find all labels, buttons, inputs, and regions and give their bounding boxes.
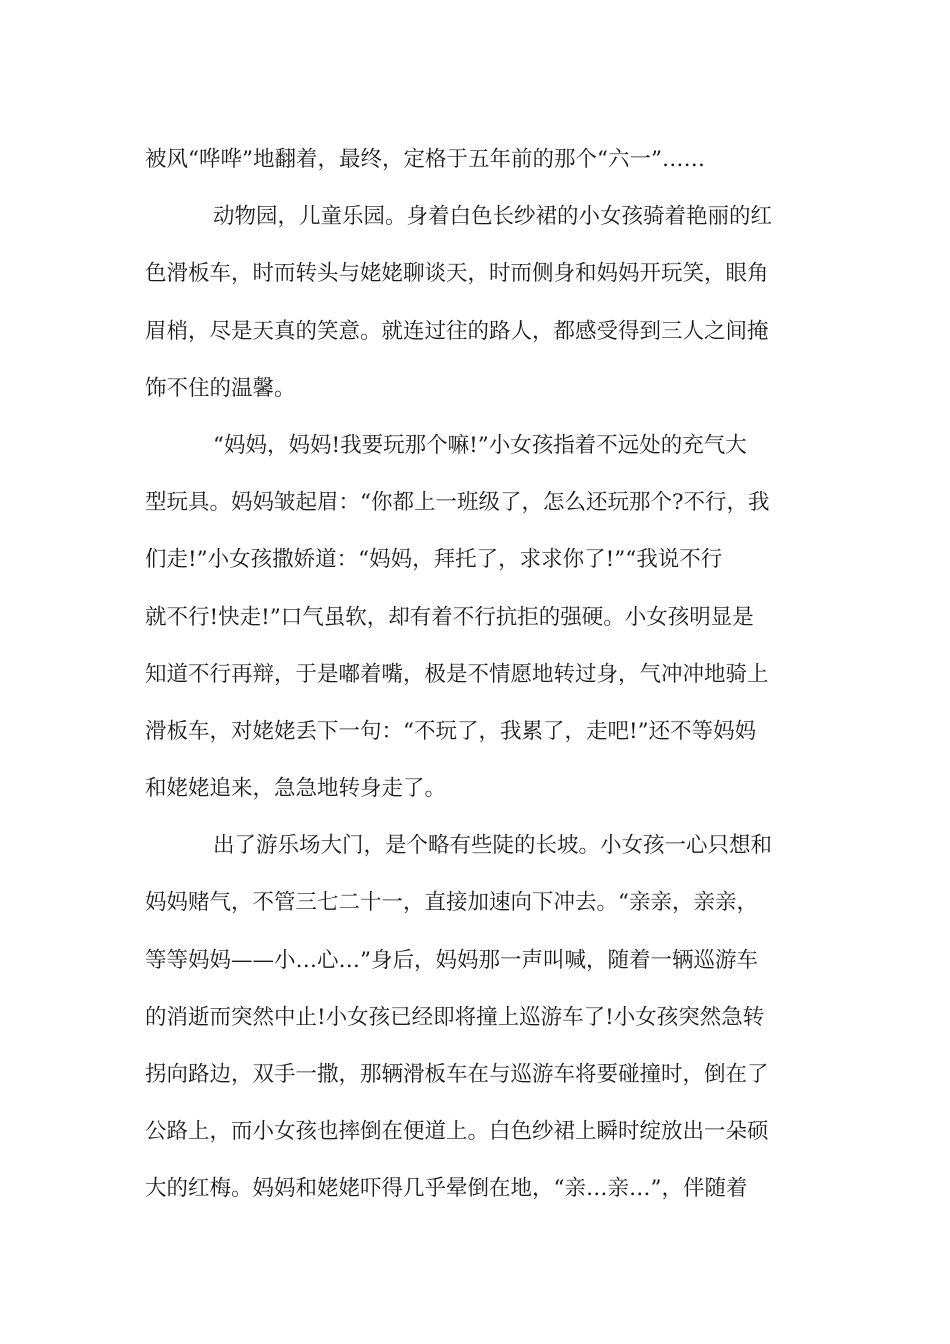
body-text [145,131,807,1218]
text-line: 滑板车，对姥姥丢下一句：“不玩了，我累了，走吧!”还不等妈妈 [145,718,757,744]
paragraph-first-line: “妈妈，妈妈!我要玩那个嘛!”小女孩指着不远处的充气大 [213,432,747,458]
text-line: 公路上，而小女孩也摔倒在便道上。白色纱裙上瞬时绽放出一朵硕 [145,1119,769,1145]
text-line: 就不行!快走!”口气虽软，却有着不行抗拒的强硬。小女孩明显是 [145,604,754,630]
text-line: 大的红梅。妈妈和姥姥吓得几乎晕倒在地，“亲…亲…”，伴随着 [145,1176,748,1202]
paragraph-first-line: 动物园，儿童乐园。身着白色长纱裙的小女孩骑着艳丽的红 [213,204,773,230]
paragraph-first-line: 出了游乐场大门，是个略有些陡的长坡。小女孩一心只想和 [213,833,773,859]
text-line: 知道不行再辩，于是嘟着嘴，极是不情愿地转过身，气冲冲地骑上 [145,661,769,687]
text-line: 拐向路边，双手一撒，那辆滑板车在与巡游车将要碰撞时，倒在了 [145,1062,769,1087]
text-line: 的消逝而突然中止!小女孩已经即将撞上巡游车了!小女孩突然急转 [145,1004,765,1030]
text-line: 们走!”小女孩撒娇道：“妈妈，拜托了，求求你了!”“我说不行 [145,547,723,573]
text-line: 眉梢，尽是天真的笑意。就连过往的路人，都感受得到三人之间掩 [145,318,769,344]
text-line: 妈妈赌气，不管三七二十一，直接加速向下冲去。“亲亲，亲亲， [145,890,758,916]
text-line: 和姥姥追来，急急地转身走了。 [145,776,447,802]
text-line: 型玩具。妈妈皱起眉：“你都上一班级了，怎么还玩那个?不行，我 [145,490,770,516]
text-line: 饰不住的温馨。 [145,375,296,401]
text-line: 等等妈妈——小…心…”身后，妈妈那一声叫喊，随着一辆巡游车 [145,947,758,973]
text-line: 被风“哗哗”地翻着，最终，定格于五年前的那个“六一”…… [145,147,705,172]
text-line: 色滑板车，时而转头与姥姥聊谈天，时而侧身和妈妈开玩笑，眼角 [145,261,769,287]
